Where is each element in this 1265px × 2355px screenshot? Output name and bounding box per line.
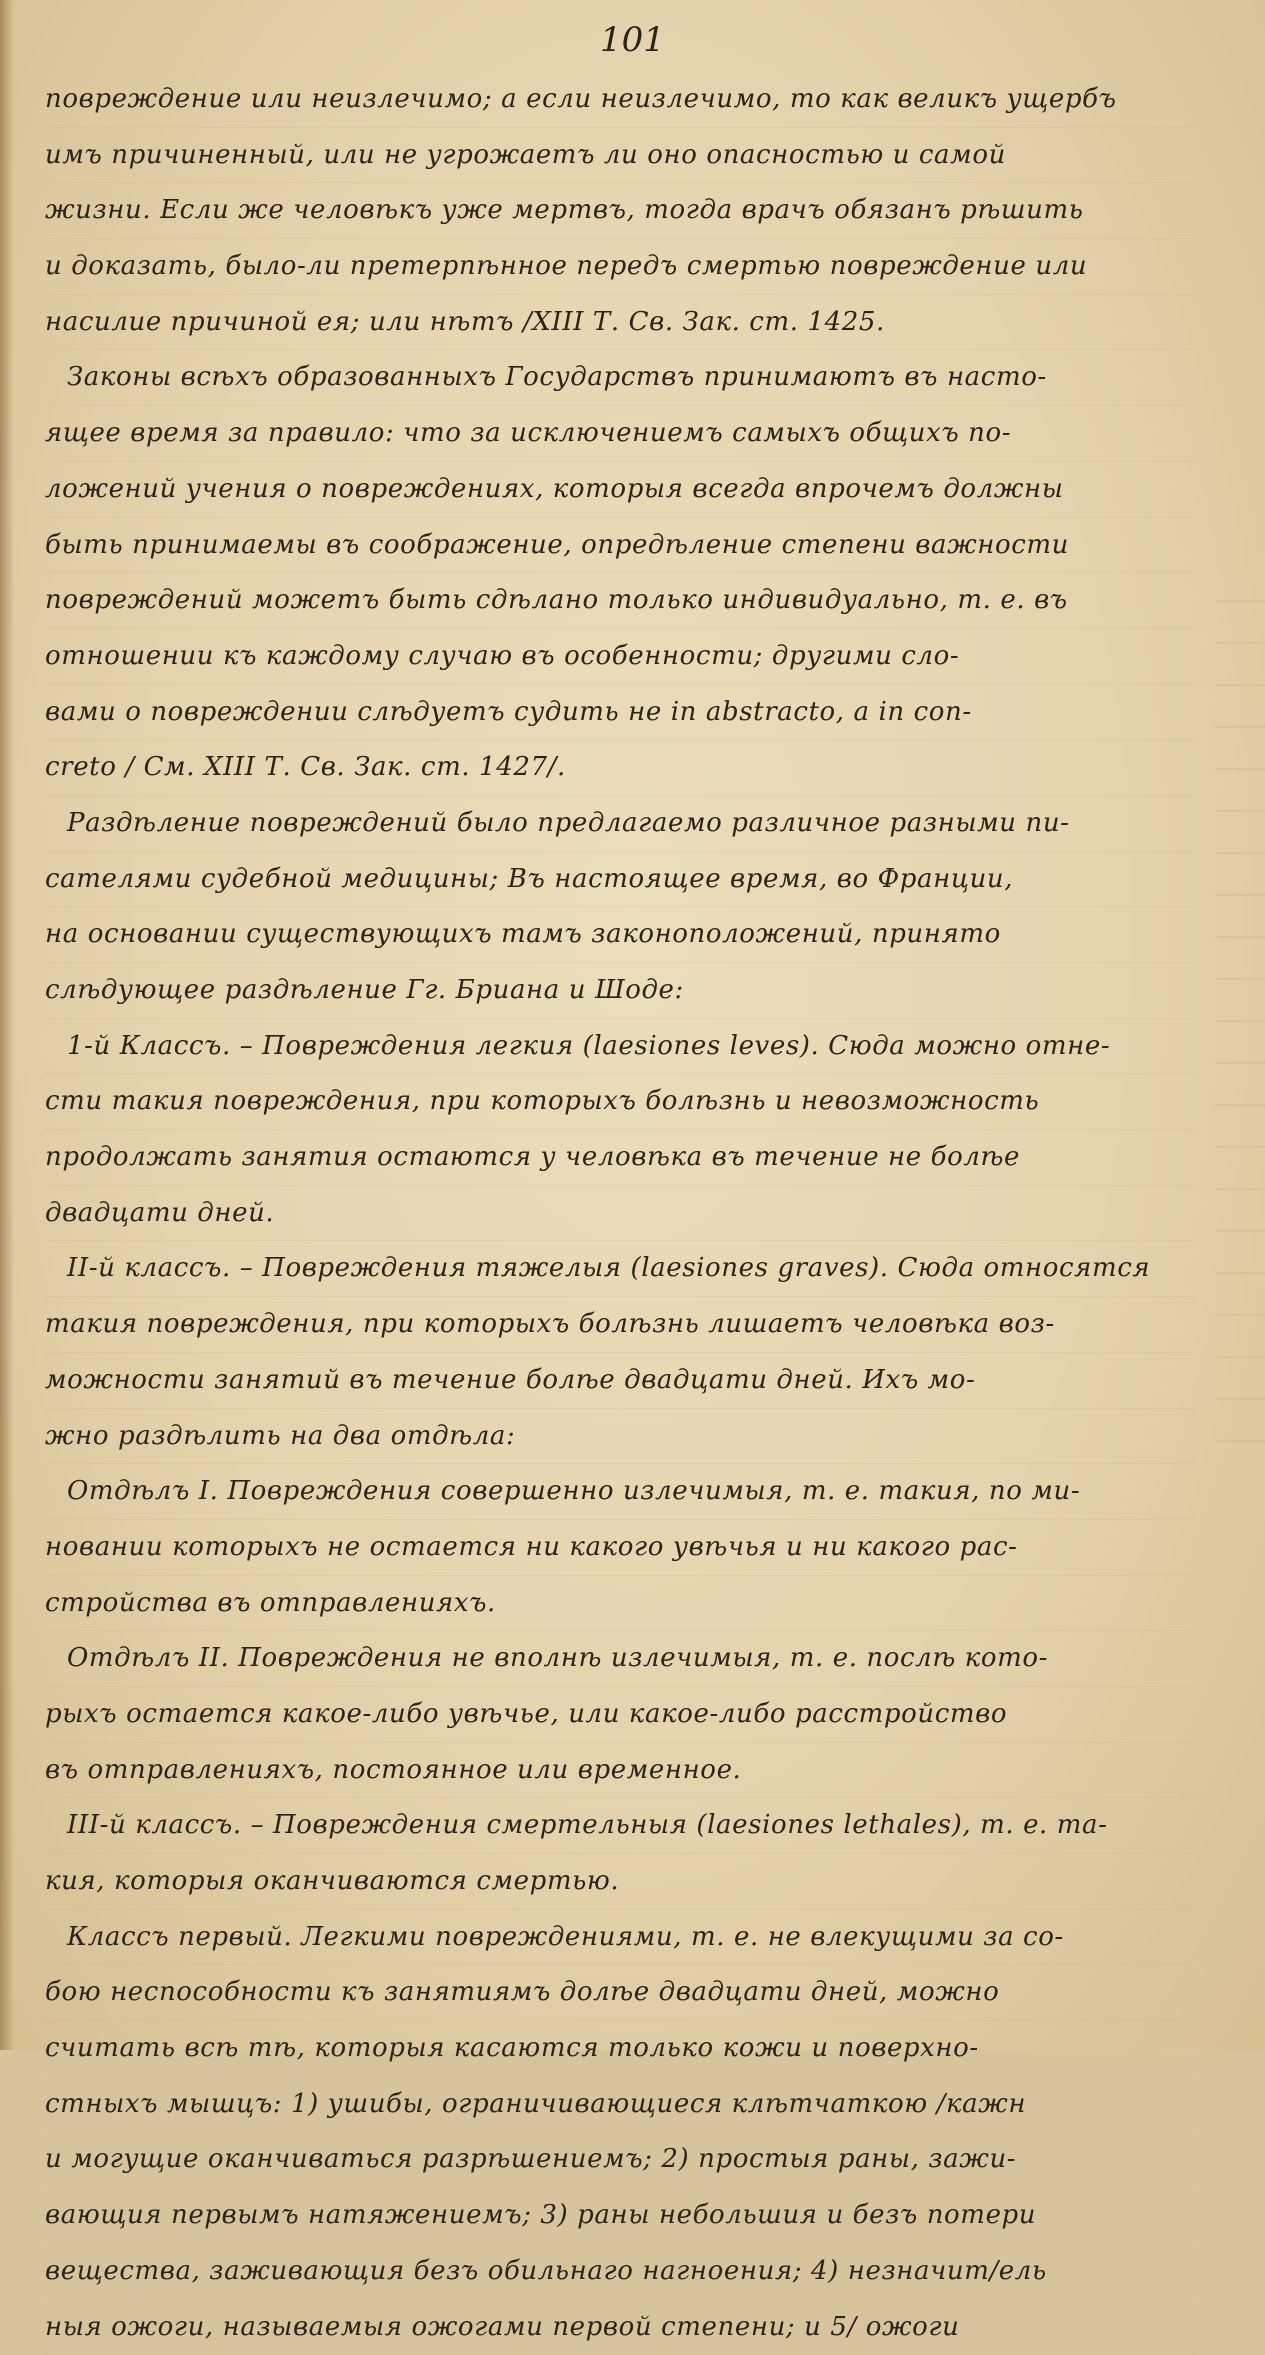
manuscript-line: бою неспособности къ занятиямъ долѣе двадцати дней, можно	[45, 1965, 1195, 2021]
manuscript-line: имъ причиненный, или не угрожаетъ ли оно опасностью и самой	[45, 128, 1195, 184]
manuscript-line: Отдѣлъ I. Повреждения совершенно излечимыя, т. е. такия, по ми-	[45, 1464, 1195, 1520]
manuscript-line: вами о повреждении слѣдуетъ судить не in abstracto, а in con-	[45, 685, 1195, 741]
manuscript-line: II-й классъ. – Повреждения тяжелыя (laesiones graves). Сюда относятся	[45, 1241, 1195, 1297]
manuscript-line: считать всѣ тѣ, которыя касаются только кожи и поверхно-	[45, 2021, 1195, 2077]
page-number: 101	[0, 20, 1265, 60]
manuscript-line: въ отправленияхъ, постоянное или временное.	[45, 1743, 1195, 1799]
manuscript-line: насилие причиной ея; или нѣтъ /XIII Т. Св. Зак. ст. 1425.	[45, 295, 1195, 351]
manuscript-line: сти такия повреждения, при которыхъ болѣзнь и невозможность	[45, 1074, 1195, 1130]
manuscript-line: III-й классъ. – Повреждения смертельныя (laesiones lethales), т. е. та-	[45, 1798, 1195, 1854]
manuscript-line: вещества, заживающия безъ обильнаго нагноения; 4) незначит/ель	[45, 2244, 1195, 2300]
manuscript-line: ложений учения о повреждениях, которыя всегда впрочемъ должны	[45, 462, 1195, 518]
manuscript-line: быть принимаемы въ соображение, опредѣление степени важности	[45, 518, 1195, 574]
manuscript-line: кия, которыя оканчиваются смертью.	[45, 1854, 1195, 1910]
manuscript-line: стройства въ отправленияхъ.	[45, 1576, 1195, 1632]
manuscript-line: сателями судебной медицины; Въ настоящее время, во Франции,	[45, 852, 1195, 908]
margin-flecks	[1215, 560, 1265, 1460]
manuscript-line: можности занятий въ течение болѣе двадцати дней. Ихъ мо-	[45, 1353, 1195, 1409]
manuscript-line: Законы всѣхъ образованныхъ Государствъ принимаютъ въ насто-	[45, 350, 1195, 406]
manuscript-line: Раздѣление повреждений было предлагаемо различное разными пи-	[45, 796, 1195, 852]
manuscript-line: жизни. Если же человѣкъ уже мертвъ, тогда врачъ обязанъ рѣшить	[45, 183, 1195, 239]
manuscript-line: ныя ожоги, называемыя ожогами первой степени; и 5/ ожоги	[45, 2300, 1195, 2355]
manuscript-line: Отдѣлъ II. Повреждения не вполнѣ излечимыя, т. е. послѣ кото-	[45, 1631, 1195, 1687]
manuscript-line: слѣдующее раздѣление Гг. Бриана и Шоде:	[45, 963, 1195, 1019]
manuscript-line: двадцати дней.	[45, 1186, 1195, 1242]
manuscript-line: вающия первымъ натяжениемъ; 3) раны небольшия и безъ потери	[45, 2188, 1195, 2244]
manuscript-line: и могущие оканчиваться разрѣшениемъ; 2) простыя раны, зажи-	[45, 2132, 1195, 2188]
manuscript-line: ящее время за правило: что за исключениемъ самыхъ общихъ по-	[45, 406, 1195, 462]
manuscript-line: жно раздѣлить на два отдѣла:	[45, 1409, 1195, 1465]
manuscript-line: 1-й Классъ. – Повреждения легкия (laesiones leves). Сюда можно отне-	[45, 1019, 1195, 1075]
manuscript-line: рыхъ остается какое-либо увѣчье, или какое-либо расстройство	[45, 1687, 1195, 1743]
manuscript-text	[45, 72, 1195, 2355]
manuscript-line: продолжать занятия остаются у человѣка въ течение не болѣе	[45, 1130, 1195, 1186]
manuscript-line: и доказать, было-ли претерпѣнное передъ смертью повреждение или	[45, 239, 1195, 295]
manuscript-line: такия повреждения, при которыхъ болѣзнь лишаетъ человѣка воз-	[45, 1297, 1195, 1353]
manuscript-line: повреждение или неизлечимо; а если неизлечимо, то как великъ ущербъ	[45, 72, 1195, 128]
manuscript-line: стныхъ мышцъ: 1) ушибы, ограничивающиеся клѣтчаткою /кажн	[45, 2077, 1195, 2133]
page-edge-shadow	[0, 0, 14, 2050]
manuscript-line: creto / См. XIII Т. Св. Зак. ст. 1427/.	[45, 740, 1195, 796]
manuscript-line: Классъ первый. Легкими повреждениями, т. е. не влекущими за со-	[45, 1910, 1195, 1966]
manuscript-line: отношении къ каждому случаю въ особенности; другими сло-	[45, 629, 1195, 685]
manuscript-line: новании которыхъ не остается ни какого увѣчья и ни какого рас-	[45, 1520, 1195, 1576]
manuscript-line: на основании существующихъ тамъ законоположений, принято	[45, 907, 1195, 963]
manuscript-line: повреждений можетъ быть сдѣлано только индивидуально, т. е. въ	[45, 573, 1195, 629]
